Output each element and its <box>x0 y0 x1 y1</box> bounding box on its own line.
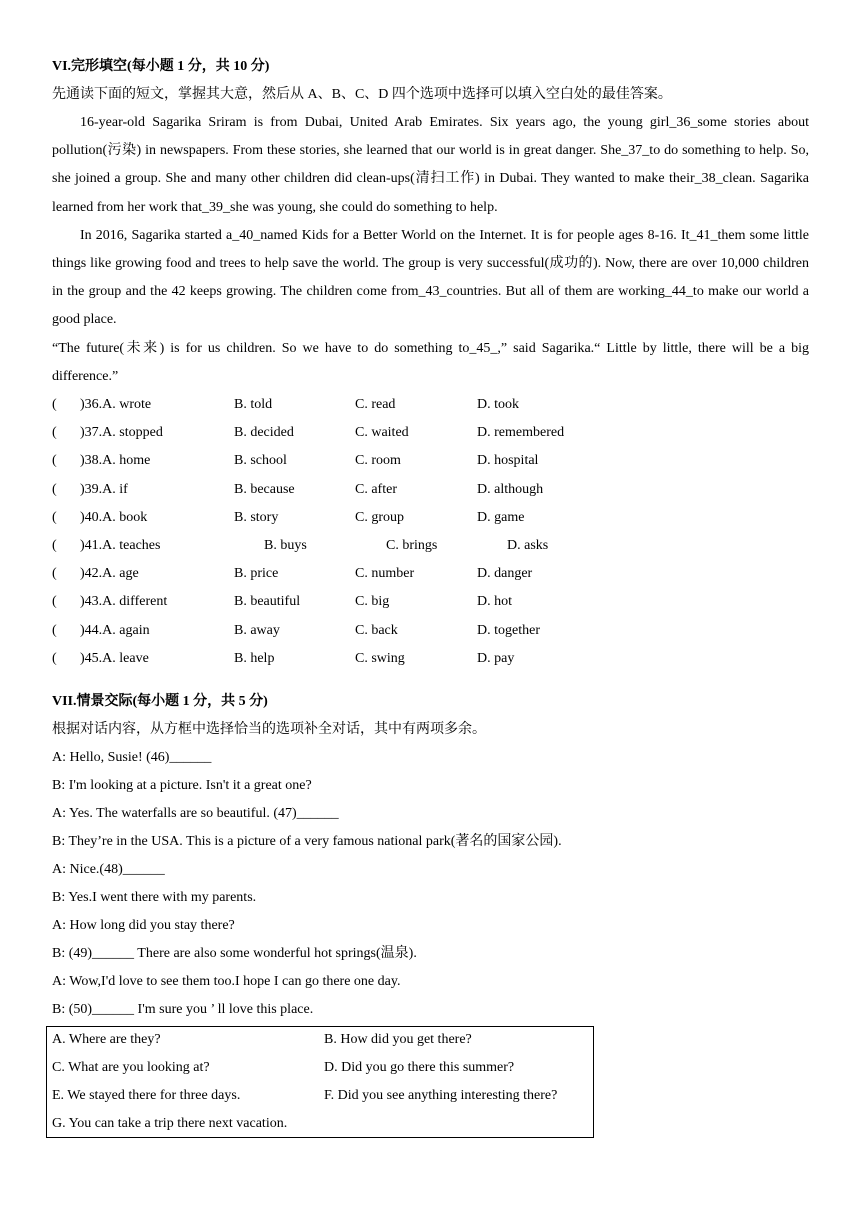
passage-paragraph-2: In 2016, Sagarika started a_40_named Kids for a Better World on the Internet. It is for people ages 8-16. It_41_them some little things like growing food and trees to help save the world. The group is very successful(成功的). Now, there are over 10,000 children in the group and the 42 keeps growing. The children come from_43_countries. But all of them are working_44_to make our world a good place. <box>52 227 809 328</box>
option-b: B. buys <box>264 537 307 553</box>
option-c: C. room <box>355 453 401 469</box>
option-d: D. asks <box>507 537 549 553</box>
option-b: B. school <box>234 453 287 469</box>
question-row <box>52 560 809 588</box>
option-a: )39.A. if <box>80 481 128 497</box>
option-d: D. hospital <box>477 453 539 469</box>
answer-paren: ( <box>52 397 57 413</box>
option-d: D. danger <box>477 566 533 582</box>
answer-paren: ( <box>52 566 57 582</box>
answer-paren: ( <box>52 650 57 666</box>
option-c: C. read <box>355 397 396 413</box>
option-c: C. after <box>355 481 397 497</box>
option-b-text: B. How did you get there? <box>324 1031 472 1047</box>
option-f-text: F. Did you see anything interesting there? <box>324 1087 558 1103</box>
option-a: )43.A. different <box>80 594 168 610</box>
question-row <box>52 645 809 673</box>
passage-paragraph-1: 16-year-old Sagarika Sriram is from Dubai, United Arab Emirates. Six years ago, the young girl_36_some stories about pollution(污染) in newspapers. From these stories, she learned that our world is in great danger. She_37_to do something to help. So, she joined a group. She and many other children did clean-ups(清扫工作) in Dubai. They wanted to make their_38_clean. Sagarika learned from her work that_39_she was young, she could do something to help. <box>52 115 809 215</box>
question-row <box>52 391 809 419</box>
option-d-text: D. Did you go there this summer? <box>324 1059 515 1075</box>
option-b: B. away <box>234 622 280 638</box>
section-6-title: VI.完形填空(每小题 1 分，共 10 分) <box>52 59 270 74</box>
answer-paren: ( <box>52 453 57 469</box>
answer-paren: ( <box>52 537 57 553</box>
dialogue-line: B: I'm looking at a picture. Isn't it a great one? <box>52 777 312 793</box>
option-c: C. brings <box>386 537 438 553</box>
section-7-title: VII.情景交际(每小题 1 分，共 5 分) <box>52 693 268 709</box>
answer-paren: ( <box>52 509 57 525</box>
option-b: B. decided <box>234 425 294 441</box>
dialogue-line: B: They’re in the USA. This is a picture of a very famous national park(著名的国家公园). <box>52 833 562 849</box>
dialogue-line: A: Nice.(48)______ <box>52 861 165 877</box>
question-row <box>52 419 809 447</box>
option-b: B. beautiful <box>234 594 301 610</box>
question-row <box>52 617 809 645</box>
passage-paragraph-3: “The future(未来) is for us children. So we have to do something to_45_,” said Sagarika.“ Little by little, there will be a big difference.” <box>52 340 809 384</box>
option-a: )41.A. teaches <box>80 537 161 553</box>
option-d: D. remembered <box>477 425 565 441</box>
answer-paren: ( <box>52 594 57 610</box>
question-row <box>52 447 809 475</box>
options-box <box>46 1026 594 1138</box>
dialogue <box>52 744 809 1024</box>
option-e-text: E. We stayed there for three days. <box>52 1087 241 1103</box>
option-a: )44.A. again <box>80 622 150 638</box>
option-b: B. told <box>234 397 273 413</box>
option-a: )36.A. wrote <box>80 397 152 413</box>
dialogue-line: A: Yes. The waterfalls are so beautiful. (47)______ <box>52 805 339 821</box>
option-a: )45.A. leave <box>80 650 149 666</box>
dialogue-line: A: How long did you stay there? <box>52 917 235 933</box>
answer-paren: ( <box>52 622 57 638</box>
option-d: D. pay <box>477 650 515 666</box>
question-row <box>52 588 809 616</box>
option-b: B. because <box>234 481 295 497</box>
option-a: )37.A. stopped <box>80 425 163 441</box>
answer-paren: ( <box>52 425 57 441</box>
dialogue-line: A: Wow,I'd love to see them too.I hope I can go there one day. <box>52 973 401 989</box>
option-d: D. together <box>477 622 540 638</box>
option-c-text: C. What are you looking at? <box>52 1059 210 1075</box>
question-row <box>52 532 809 560</box>
option-d: D. although <box>477 481 544 497</box>
option-a: )40.A. book <box>80 509 148 525</box>
cloze-question-list <box>52 391 809 673</box>
dialogue-line: B: Yes.I went there with my parents. <box>52 889 257 905</box>
question-row <box>52 504 809 532</box>
option-c: C. group <box>355 509 404 525</box>
option-d: D. hot <box>477 594 512 610</box>
option-c: C. big <box>355 594 390 610</box>
option-a: )42.A. age <box>80 566 139 582</box>
option-c: C. back <box>355 622 398 638</box>
section-6-instruction: 先通读下面的短文，掌握其大意，然后从 A、B、C、D 四个选项中选择可以填入空白处的最佳答案。 <box>52 87 672 102</box>
option-d: D. took <box>477 397 519 413</box>
option-c: C. waited <box>355 425 409 441</box>
option-b: B. story <box>234 509 279 525</box>
dialogue-line: B: (49)______ There are also some wonderful hot springs(温泉). <box>52 945 417 961</box>
exam-page <box>52 53 809 1138</box>
question-row <box>52 476 809 504</box>
option-c: C. swing <box>355 650 405 666</box>
option-b: B. price <box>234 566 279 582</box>
option-c: C. number <box>355 566 415 582</box>
option-b: B. help <box>234 650 275 666</box>
answer-paren: ( <box>52 481 57 497</box>
option-a-text: A. Where are they? <box>52 1031 161 1047</box>
dialogue-line: A: Hello, Susie! (46)______ <box>52 749 212 765</box>
option-a: )38.A. home <box>80 453 151 469</box>
option-g-text: G. You can take a trip there next vacation. <box>52 1115 288 1131</box>
option-d: D. game <box>477 509 525 525</box>
dialogue-line: B: (50)______ I'm sure you ’ ll love this place. <box>52 1001 314 1017</box>
section-7-instruction: 根据对话内容，从方框中选择恰当的选项补全对话，其中有两项多余。 <box>52 721 486 737</box>
